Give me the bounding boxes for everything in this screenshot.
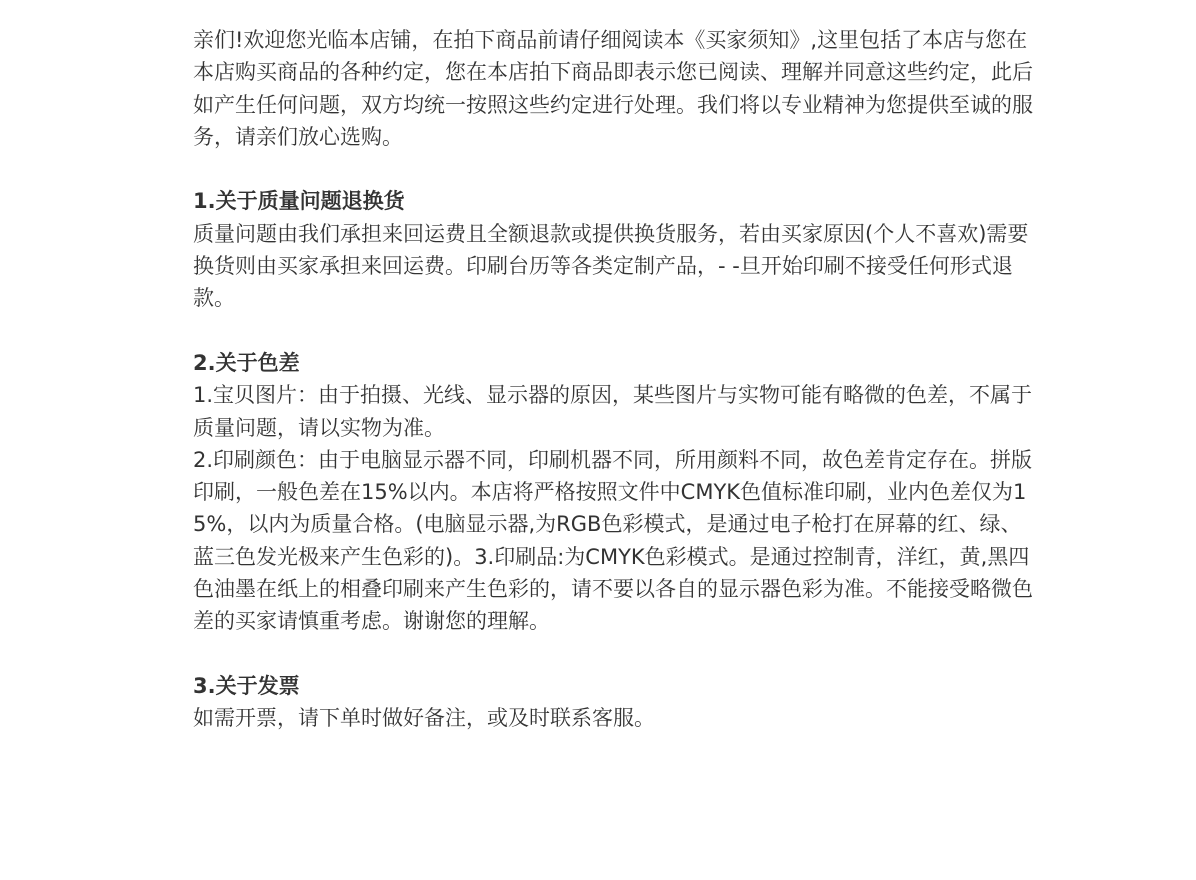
section-heading-color-difference: 2.关于色差 — [193, 350, 300, 375]
buyer-notice — [193, 24, 1033, 735]
section-color-difference-item-2: 2.印刷颜色：由于电脑显示器不同，印刷机器不同，所用颜料不同，故色差肯定存在。拼版印刷，一般色差在15%以内。本店将严格按照文件中CMYK色值标准印刷，业内色差仅为15%，以内为质量合格。(电脑显示器,为RGB色彩模式，是通过电子枪打在屏幕的红、绿、蓝三色发光极来产生色彩的)。3.印刷品:为CMYK色彩模式。是通过控制青，洋红，黄,黑四色油墨在纸上的相叠印刷来产生色彩的，请不要以各自的显示器色彩为准。不能接受略微色差的买家请慎重考虑。谢谢您的理解。 — [193, 447, 1033, 634]
section-heading-quality-returns: 1.关于质量问题退换货 — [193, 189, 405, 214]
spacer — [193, 315, 1033, 347]
spacer — [193, 153, 1033, 185]
section-color-difference-item-1: 1.宝贝图片：由于拍摄、光线、显示器的原因，某些图片与实物可能有略微的色差，不属于质量问题，请以实物为准。 — [193, 383, 1033, 440]
spacer — [193, 638, 1033, 670]
section-invoice-text: 如需开票，请下单时做好备注，或及时联系客服。 — [193, 706, 655, 731]
intro-paragraph: 亲们!欢迎您光临本店铺，在拍下商品前请仔细阅读本《买家须知》,这里包括了本店与您在本店购买商品的各种约定，您在本店拍下商品即表示您已阅读、理解并同意这些约定，此后如产生任何问题，双方均统一按照这些约定进行处理。我们将以专业精神为您提供至诚的服务，请亲们放心选购。 — [193, 28, 1033, 149]
section-quality-returns-text: 质量问题由我们承担来回运费且全额退款或提供换货服务，若由买家原因(个人不喜欢)需要换货则由买家承担来回运费。印刷台历等各类定制产品，- -旦开始印刷不接受任何形式退款。 — [193, 221, 1029, 311]
section-heading-invoice: 3.关于发票 — [193, 673, 300, 698]
